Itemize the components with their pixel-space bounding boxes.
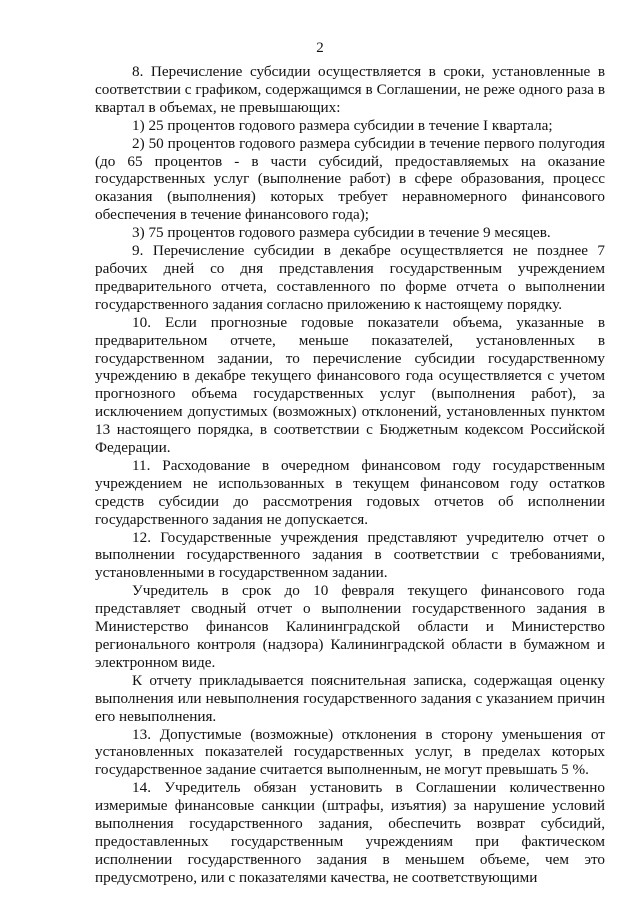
paragraph-item-12: 12. Государственные учреждения представляют учредителю отчет о выполнении государственного задания в соответствии с требованиями, установленными в государственном задании. — [95, 528, 605, 582]
paragraph-subitem-1: 1) 25 процентов годового размера субсидии в течение I квартала; — [132, 116, 553, 134]
paragraph-explanatory-note: К отчету прикладывается пояснительная записка, содержащая оценку выполнения или невыполнения государственного задания с указанием причин его невыполнения. — [95, 671, 605, 725]
paragraph-item-14: 14. Учредитель обязан установить в Соглашении количественно измеримые финансовые санкции (штрафы, изъятия) за нарушение условий выполнения государственного задания, обеспечить возврат субсидий, предоставленных государственным учреждениям при фактическом исполнении государственного задания в меньшем объеме, чем это предусмотрено, или с показателями качества, не соответствующими — [95, 779, 605, 886]
paragraph-item-10: 10. Если прогнозные годовые показатели объема, указанные в предварительном отчете, меньше показателей, установленных в государственном задании, то перечисление субсидии государственному учреждению в декабре текущего финансового года осуществляется с учетом прогнозного объема государственных услуг (выполнения работ), за исключением допустимых (возможных) отклонений, установленных пунктом 13 настоящего порядка, в соответствии с Бюджетным кодексом Российской Федерации. — [95, 313, 605, 457]
paragraph-item-13: 13. Допустимые (возможные) отклонения в сторону уменьшения от установленных показателей государственных услуг, в пределах которых государственное задание считается выполненным, не могут превышать 5 %. — [95, 725, 605, 779]
paragraph-item-9: 9. Перечисление субсидии в декабре осуществляется не позднее 7 рабочих дней со дня представления государственным учреждением предварительного отчета, составленного по форме отчета о выполнении государственного задания согласно приложению к настоящему порядку. — [95, 242, 605, 313]
paragraph-subitem-2: 2) 50 процентов годового размера субсидии в течение первого полугодия (до 65 процентов - в части субсидий, предоставляемых на оказание государственных услуг (выполнение работ) в сфере образования, процесс оказания (выполнения) которых требует неравномерного финансового обеспечения в течение финансового года); — [95, 134, 605, 224]
paragraph-item-11: 11. Расходование в очередном финансовом году государственным учреждением не использованных в текущем финансовом году остатков средств субсидии до рассмотрения годовых отчетов об исполнении государственного задания не допускается. — [95, 456, 605, 528]
page-number: 2 — [316, 40, 324, 56]
document-body — [95, 63, 605, 887]
paragraph-founder-report: Учредитель в срок до 10 февраля текущего финансового года представляет сводный отчет о выполнении государственного задания в Министерство финансов Калининградской области и Министерство регионального контроля (надзора) Калининградской области в бумажном и электронном виде. — [95, 582, 605, 671]
paragraph-subitem-3: 3) 75 процентов годового размера субсидии в течение 9 месяцев. — [132, 224, 551, 242]
paragraph-item-8: 8. Перечисление субсидии осуществляется в сроки, установленные в соответствии с графиком, содержащимся в Соглашении, не реже одного раза в квартал в объемах, не превышающих: — [95, 63, 605, 116]
